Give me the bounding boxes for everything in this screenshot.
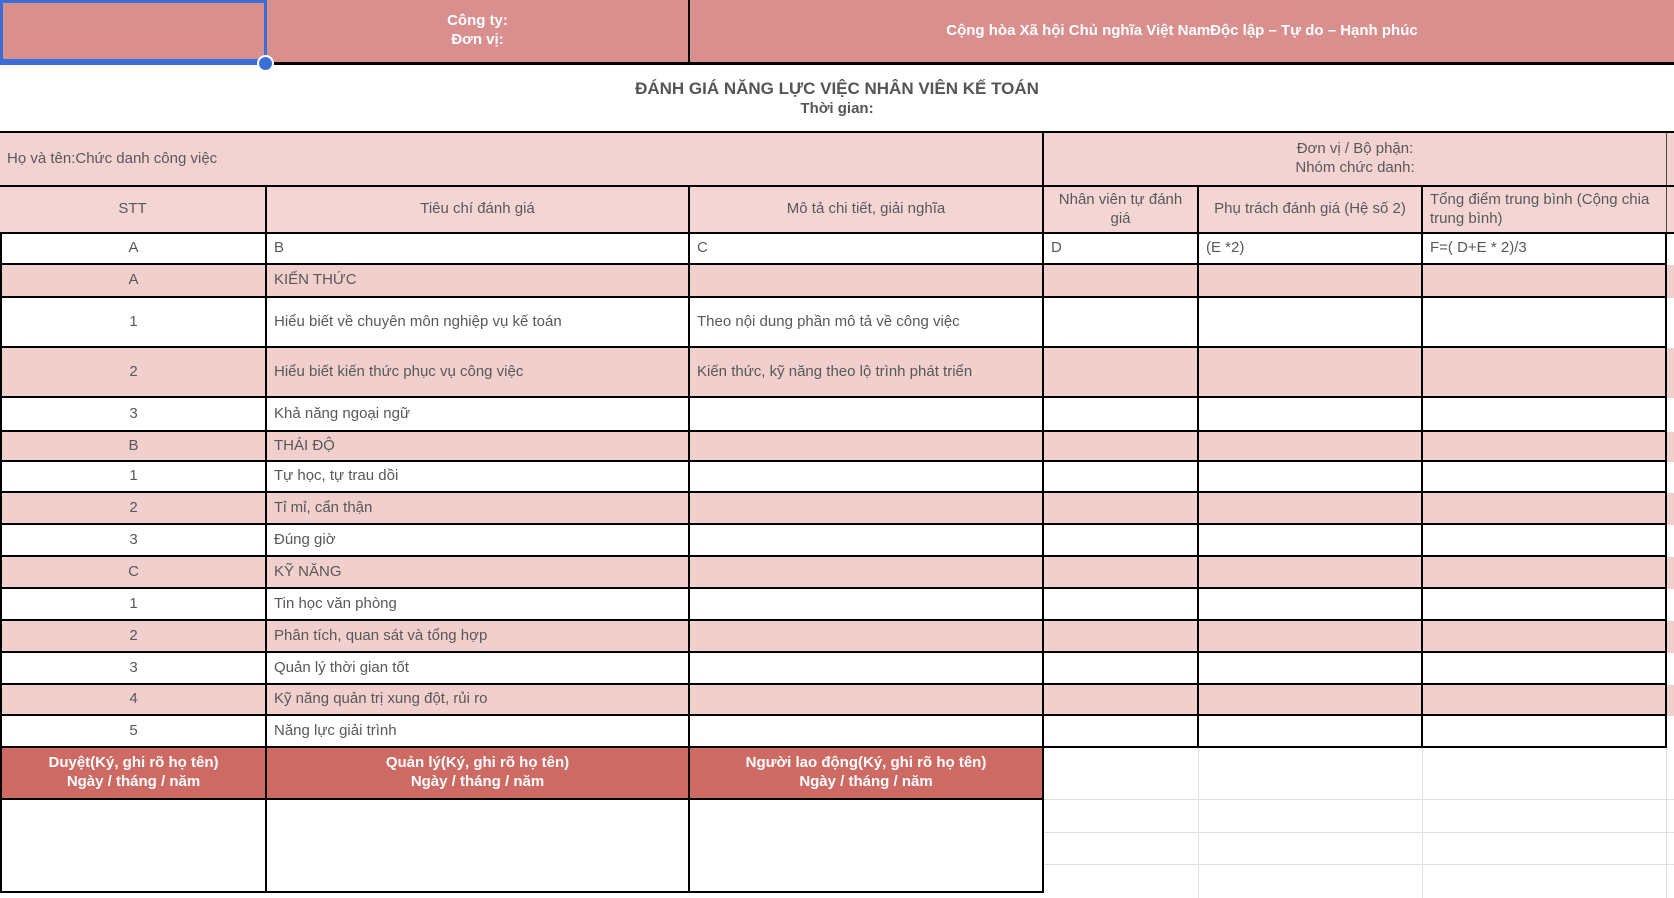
letter-cell-a[interactable] (0, 234, 267, 265)
row-stt: B (128, 436, 139, 454)
letter-cell-d[interactable] (1044, 234, 1199, 265)
empty-grid-cells (1044, 748, 1674, 800)
cell-manager-signature[interactable] (267, 748, 690, 800)
table-row (0, 589, 1674, 621)
header-criteria[interactable] (267, 187, 690, 232)
row-stt: 1 (129, 312, 138, 330)
manager-date-label: Ngày / tháng / năm (410, 773, 545, 790)
empty-cell[interactable] (1667, 800, 1674, 833)
cell-criteria[interactable] (267, 298, 690, 348)
cell-self-score[interactable] (1044, 462, 1199, 493)
empty-cell[interactable] (1044, 800, 1199, 833)
table-row-section-a (0, 265, 1674, 298)
cell-total-score[interactable] (1423, 653, 1667, 685)
letter-cell-c[interactable] (690, 234, 1044, 265)
cell-desc[interactable] (690, 525, 1044, 557)
row-sliver (1667, 348, 1674, 398)
republic-motto-text: Cộng hòa Xã hội Chủ nghĩa Việt NamĐộc lập – Tự do – Hạnh phúc (946, 21, 1418, 39)
cell-criteria[interactable] (267, 716, 690, 748)
table-row (0, 348, 1674, 398)
title-row (0, 65, 1674, 133)
row-criteria: Hiểu biết kiến thức phục vụ công việc (274, 362, 524, 380)
empty-cell[interactable] (1044, 748, 1199, 800)
cell-total-score[interactable] (1423, 348, 1667, 398)
header-manager-eval[interactable] (1199, 187, 1423, 232)
row-stt: 4 (129, 690, 138, 708)
cell-desc[interactable] (690, 348, 1044, 398)
cell-manager-score[interactable] (1199, 525, 1423, 557)
cell-total-score[interactable] (1423, 716, 1667, 748)
cell-desc[interactable] (690, 653, 1044, 685)
employee-signature-label: Người lao động(Ký, ghi rõ họ tên) (745, 754, 987, 772)
cell-self-score[interactable] (1044, 265, 1199, 298)
cell-desc[interactable] (690, 716, 1044, 748)
cell-self-score[interactable] (1044, 525, 1199, 557)
cell-self-score[interactable] (1044, 621, 1199, 653)
header-criteria-label: Tiêu chí đánh giá (420, 200, 535, 218)
table-row (0, 716, 1674, 748)
row-stt: 3 (129, 404, 138, 422)
cell-total-score[interactable] (1423, 432, 1667, 462)
cell-self-score[interactable] (1044, 557, 1199, 589)
row-sliver (1667, 493, 1674, 525)
cell-stt[interactable] (0, 589, 267, 621)
cell-desc[interactable] (690, 265, 1044, 298)
cell-total-score[interactable] (1423, 493, 1667, 525)
letter-d: D (1051, 239, 1062, 257)
approve-date-label: Ngày / tháng / năm (66, 773, 201, 790)
row-stt: 3 (129, 530, 138, 548)
cell-manager-score[interactable] (1199, 589, 1423, 621)
empty-cell[interactable] (1667, 748, 1674, 800)
table-row (0, 398, 1674, 432)
row-stt: 2 (129, 626, 138, 644)
row-sliver (1667, 398, 1674, 432)
employee-signature-space[interactable] (690, 800, 1044, 893)
empty-cell[interactable] (1423, 748, 1667, 800)
table-row-section-b (0, 432, 1674, 462)
letter-a: A (128, 239, 139, 257)
column-header-row (0, 185, 1674, 234)
cell-manager-score[interactable] (1199, 685, 1423, 716)
cell-department-group[interactable] (1044, 133, 1667, 185)
row-sliver (1667, 298, 1674, 348)
cell-self-score[interactable] (1044, 493, 1199, 525)
row-criteria: Đúng giờ (274, 530, 336, 548)
table-row (0, 493, 1674, 525)
cell-self-score[interactable] (1044, 685, 1199, 716)
row-criteria: Kỹ năng quản trị xung đột, rủi ro (274, 690, 488, 708)
group-title-label: Nhóm chức danh: (1295, 159, 1415, 176)
empty-cell[interactable] (1667, 833, 1674, 865)
signature-header-row (0, 748, 1674, 800)
cell-criteria[interactable] (267, 462, 690, 493)
cell-criteria[interactable] (267, 348, 690, 398)
cell-criteria[interactable] (267, 525, 690, 557)
info-row (0, 133, 1674, 185)
empty-cell[interactable] (1423, 865, 1667, 898)
row-sliver (1667, 133, 1674, 185)
header-self-eval[interactable] (1044, 187, 1199, 232)
cell-self-score[interactable] (1044, 432, 1199, 462)
header-total-label: Tổng điểm trung bình (Cộng chia trung bình) (1430, 190, 1650, 227)
cell-desc[interactable] (690, 685, 1044, 716)
letter-cell-f[interactable] (1423, 234, 1667, 265)
cell-manager-score[interactable] (1199, 298, 1423, 348)
empty-cell[interactable] (1199, 833, 1423, 865)
letter-b: B (274, 239, 285, 257)
row-criteria: KỸ NĂNG (274, 562, 342, 580)
empty-cell[interactable] (1423, 800, 1667, 833)
cell-manager-score[interactable] (1199, 493, 1423, 525)
cell-desc[interactable] (690, 298, 1044, 348)
table-row (0, 462, 1674, 493)
cell-criteria[interactable] (267, 589, 690, 621)
row-sliver (1667, 462, 1674, 493)
row-criteria: Tin học văn phòng (274, 594, 397, 612)
cell-company[interactable] (267, 0, 690, 62)
cell-stt[interactable] (0, 493, 267, 525)
cell-desc[interactable] (690, 557, 1044, 589)
cell-criteria[interactable] (267, 398, 690, 432)
cell-criteria[interactable] (267, 621, 690, 653)
empty-cell[interactable] (1044, 865, 1199, 898)
cell-total-score[interactable] (1423, 298, 1667, 348)
cell-total-score[interactable] (1423, 398, 1667, 432)
cell-stt[interactable] (0, 621, 267, 653)
row-sliver (1667, 653, 1674, 685)
cell-criteria[interactable] (267, 557, 690, 589)
cell-stt[interactable] (0, 716, 267, 748)
cell-title[interactable] (0, 65, 1674, 131)
cell-criteria[interactable] (267, 653, 690, 685)
header-manager-eval-label: Phụ trách đánh giá (Hệ số 2) (1214, 200, 1406, 218)
manager-signature-space[interactable] (267, 800, 690, 893)
cell-manager-score[interactable] (1199, 265, 1423, 298)
cell-desc[interactable] (690, 493, 1044, 525)
cell-desc[interactable] (690, 462, 1044, 493)
row-criteria: KIẾN THỨC (274, 271, 357, 289)
cell-total-score[interactable] (1423, 557, 1667, 589)
cell-manager-score[interactable] (1199, 653, 1423, 685)
cell-desc[interactable] (690, 589, 1044, 621)
row-stt: 1 (129, 594, 138, 612)
letter-e-formula: (E *2) (1206, 239, 1245, 257)
cell-fullname-jobtitle[interactable] (0, 133, 1044, 185)
cell-criteria[interactable] (267, 685, 690, 716)
selected-cell-a1[interactable] (0, 0, 267, 62)
cell-manager-score[interactable] (1199, 398, 1423, 432)
cell-stt[interactable] (0, 265, 267, 298)
cell-manager-score[interactable] (1199, 557, 1423, 589)
cell-stt[interactable] (0, 298, 267, 348)
cell-stt[interactable] (0, 432, 267, 462)
row-criteria: Tỉ mỉ, cẩn thận (274, 498, 373, 516)
row-stt: A (128, 271, 139, 289)
empty-grid-cells (1044, 800, 1674, 898)
manager-signature-label: Quản lý(Ký, ghi rõ họ tên) (385, 754, 570, 772)
header-stt[interactable] (0, 187, 267, 232)
employee-date-label: Ngày / tháng / năm (799, 773, 933, 790)
row-criteria: Năng lực giải trình (274, 721, 397, 739)
column-letters-row (0, 234, 1674, 265)
cell-manager-score[interactable] (1199, 716, 1423, 748)
table-row (0, 525, 1674, 557)
row-stt: C (128, 562, 139, 580)
department-label: Đơn vị / Bộ phận: (1296, 140, 1414, 158)
row-criteria: Phân tích, quan sát và tổng hợp (274, 626, 488, 644)
row-criteria: THÁI ĐỘ (274, 436, 335, 454)
cell-employee-signature[interactable] (690, 748, 1044, 800)
empty-cell[interactable] (1199, 865, 1423, 898)
cell-stt[interactable] (0, 685, 267, 716)
row-criteria: Tự học, tự trau dồi (274, 467, 399, 485)
table-row (0, 298, 1674, 348)
row-sliver (1667, 432, 1674, 462)
cell-self-score[interactable] (1044, 348, 1199, 398)
cell-republic-motto[interactable] (690, 0, 1674, 62)
row-stt: 1 (129, 467, 138, 485)
cell-desc[interactable] (690, 432, 1044, 462)
header-description[interactable] (690, 187, 1044, 232)
cell-total-score[interactable] (1423, 525, 1667, 557)
cell-criteria[interactable] (267, 265, 690, 298)
cell-desc[interactable] (690, 621, 1044, 653)
cell-total-score[interactable] (1423, 685, 1667, 716)
cell-self-score[interactable] (1044, 653, 1199, 685)
row-sliver (1667, 716, 1674, 748)
row-desc: Theo nội dung phần mô tả về công việc (697, 312, 960, 330)
cell-self-score[interactable] (1044, 589, 1199, 621)
page-title: ĐÁNH GIÁ NĂNG LỰC VIỆC NHÂN VIÊN KẾ TOÁN (635, 78, 1039, 98)
empty-cell[interactable] (1667, 865, 1674, 898)
top-band-row (0, 0, 1674, 65)
row-stt: 2 (129, 362, 138, 380)
row-sliver (1667, 685, 1674, 716)
cell-stt[interactable] (0, 348, 267, 398)
cell-total-score[interactable] (1423, 265, 1667, 298)
unit-label: Đơn vị: (451, 31, 504, 48)
cell-stt[interactable] (0, 398, 267, 432)
empty-cell[interactable] (1044, 833, 1199, 865)
row-sliver (1667, 265, 1674, 298)
cell-manager-score[interactable] (1199, 432, 1423, 462)
company-label: Công ty: (447, 12, 508, 30)
cell-manager-score[interactable] (1199, 462, 1423, 493)
row-sliver (1667, 525, 1674, 557)
approve-signature-space[interactable] (0, 800, 267, 893)
letter-f-formula: F=( D+E * 2)/3 (1430, 239, 1527, 257)
cell-stt[interactable] (0, 557, 267, 589)
signature-space-row (0, 800, 1674, 898)
approve-signature-label: Duyệt(Ký, ghi rõ họ tên) (48, 754, 219, 772)
row-sliver (1667, 187, 1674, 232)
header-self-eval-label: Nhân viên tự đánh giá (1058, 190, 1183, 227)
cell-desc[interactable] (690, 398, 1044, 432)
row-criteria: Hiểu biết về chuyên môn nghiệp vụ kế toán (274, 312, 562, 330)
row-stt: 5 (129, 721, 138, 739)
row-criteria: Quản lý thời gian tốt (274, 658, 409, 676)
row-sliver (1667, 589, 1674, 621)
cell-self-score[interactable] (1044, 398, 1199, 432)
header-stt-label: STT (118, 200, 147, 218)
cell-stt[interactable] (0, 462, 267, 493)
cell-self-score[interactable] (1044, 716, 1199, 748)
row-stt: 2 (129, 498, 138, 516)
header-description-label: Mô tả chi tiết, giải nghĩa (786, 200, 946, 218)
empty-cell[interactable] (1199, 748, 1423, 800)
table-row (0, 653, 1674, 685)
cell-criteria[interactable] (267, 493, 690, 525)
row-sliver (1667, 557, 1674, 589)
cell-total-score[interactable] (1423, 462, 1667, 493)
letter-cell-b[interactable] (267, 234, 690, 265)
table-row (0, 621, 1674, 653)
letter-cell-e[interactable] (1199, 234, 1423, 265)
cell-self-score[interactable] (1044, 298, 1199, 348)
row-desc: Kiến thức, kỹ năng theo lộ trình phát triển (697, 362, 973, 380)
empty-cell[interactable] (1199, 800, 1423, 833)
cell-criteria[interactable] (267, 432, 690, 462)
table-row-section-c (0, 557, 1674, 589)
header-total[interactable] (1423, 187, 1667, 232)
cell-manager-score[interactable] (1199, 348, 1423, 398)
row-sliver (1667, 621, 1674, 653)
cell-stt[interactable] (0, 653, 267, 685)
cell-total-score[interactable] (1423, 589, 1667, 621)
table-row (0, 685, 1674, 716)
letter-c: C (697, 239, 708, 257)
row-sliver (1667, 234, 1674, 265)
row-criteria: Khả năng ngoại ngữ (274, 404, 410, 422)
cell-total-score[interactable] (1423, 621, 1667, 653)
cell-stt[interactable] (0, 525, 267, 557)
cell-manager-score[interactable] (1199, 621, 1423, 653)
cell-approve-signature[interactable] (0, 748, 267, 800)
time-label: Thời gian: (800, 99, 874, 117)
row-stt: 3 (129, 658, 138, 676)
empty-cell[interactable] (1423, 833, 1667, 865)
fullname-jobtitle-label: Họ và tên:Chức danh công việc (7, 149, 218, 167)
selection-handle[interactable] (257, 55, 274, 72)
